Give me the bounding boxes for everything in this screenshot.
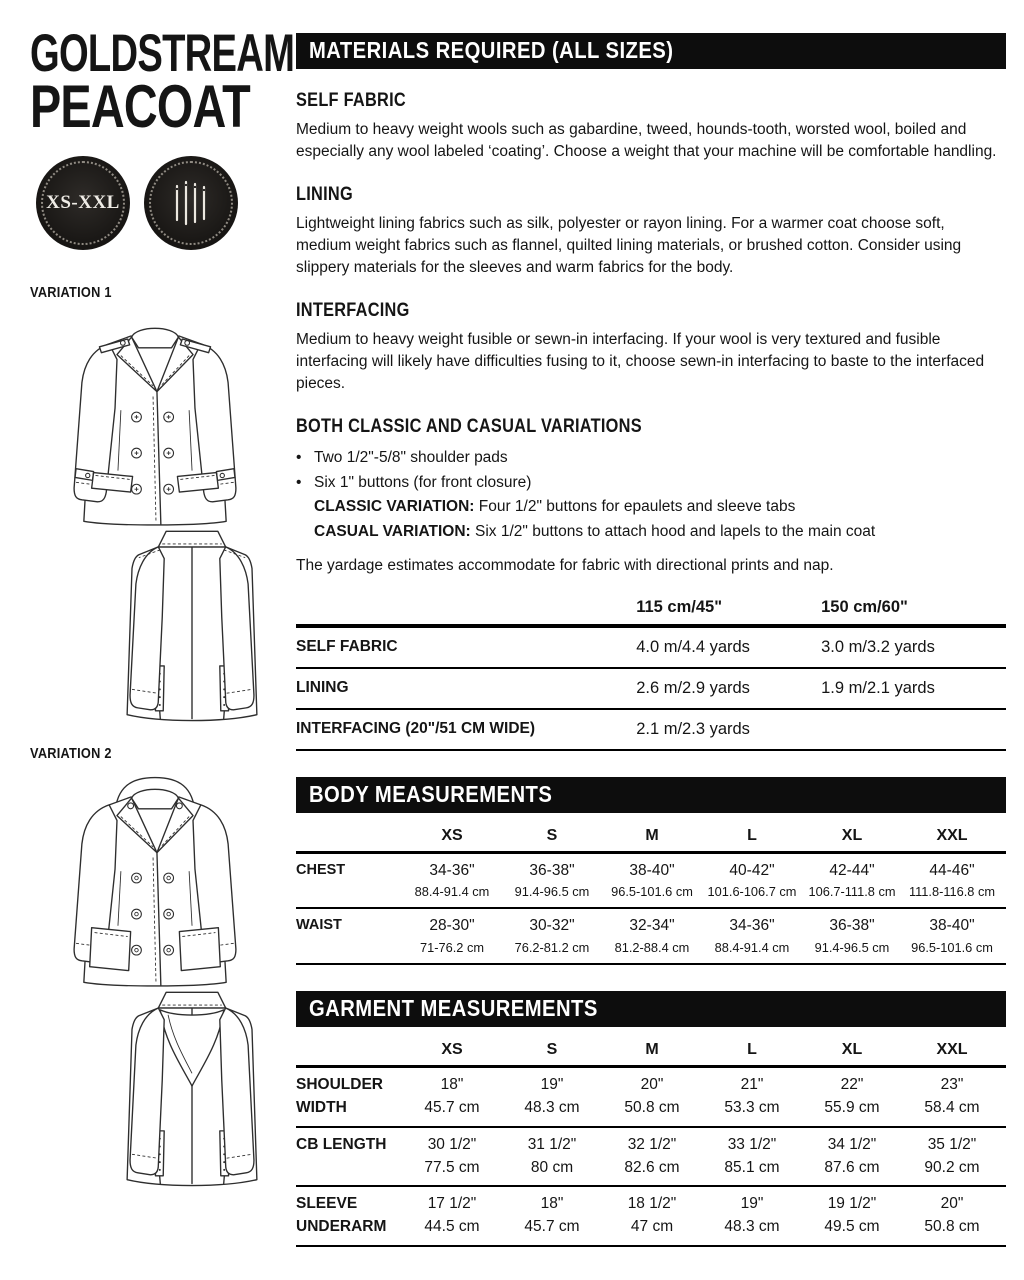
cell <box>602 914 702 956</box>
cell <box>602 859 702 901</box>
size-col-header: XS <box>441 827 463 845</box>
cm-value: 50.8 cm <box>624 1099 680 1117</box>
garment-sizes-header-row <box>296 1035 1006 1068</box>
inches-value: 30-32" <box>529 917 575 935</box>
inches-value: 38-40" <box>929 917 975 935</box>
yardage-value: 4.0 m/4.4 yards <box>636 637 750 656</box>
inches-value: 34-36" <box>729 917 775 935</box>
cell <box>602 1073 702 1120</box>
cell <box>402 1073 502 1120</box>
cm-value: 80 cm <box>530 1158 574 1176</box>
inches-value: 21" <box>740 1076 764 1094</box>
inches-value: 44-46" <box>929 862 975 880</box>
cm-value: 49.5 cm <box>824 1218 880 1236</box>
cell <box>902 1133 1002 1180</box>
cm-value: 81.2-88.4 cm <box>614 939 690 955</box>
size-range-badge <box>36 156 130 250</box>
cm-value: 91.4-96.5 cm <box>514 884 590 900</box>
width-150-header: 150 cm/60" <box>821 597 908 616</box>
casual-variation-text: Six 1/2" buttons to attach hood and lapels to the main coat <box>470 522 876 540</box>
cm-value: 55.9 cm <box>824 1099 880 1117</box>
cell <box>502 859 602 901</box>
width-115-header: 115 cm/45" <box>636 597 723 616</box>
casual-variation-line <box>296 520 1006 544</box>
cm-value: 106.7-111.8 cm <box>808 884 896 900</box>
yardage-header-row <box>296 591 1006 628</box>
interfacing-heading: INTERFACING <box>296 300 410 322</box>
yardage-table <box>296 591 1006 751</box>
cm-value: 77.5 cm <box>424 1158 480 1176</box>
title-line-1: GOLDSTREAM <box>30 24 295 83</box>
cm-value: 96.5-101.6 cm <box>611 884 693 900</box>
row-label <box>296 1133 402 1180</box>
inches-value: 30 1/2" <box>427 1135 477 1153</box>
inches-value: 42-44" <box>829 862 875 880</box>
classic-variation-line <box>296 495 1006 519</box>
cm-value: 44.5 cm <box>424 1218 480 1236</box>
yardage-row-lining <box>296 669 1006 710</box>
inches-value: 17 1/2" <box>427 1195 477 1213</box>
cell <box>502 1192 602 1239</box>
yardage-value: 2.1 m/2.3 yards <box>636 719 750 738</box>
lining-paragraph: Lightweight lining fabrics such as silk, polyester or rayon lining. For a warmer coat choose soft, medium weight fabrics such as flannel, quilted lining materials, or brushed cotton. Consider using slippery materials for the sleeves and warm fabrics for the body. <box>296 215 962 277</box>
row-label: WAIST <box>296 917 342 934</box>
needles-icon <box>161 173 221 233</box>
cm-value: 45.7 cm <box>424 1099 480 1117</box>
size-col-header: XXL <box>936 827 968 845</box>
cm-value: 76.2-81.2 cm <box>514 939 590 955</box>
cell <box>402 859 502 901</box>
inches-value: 18 1/2" <box>627 1195 677 1213</box>
cell <box>802 914 902 956</box>
cm-value: 71-76.2 cm <box>419 939 485 955</box>
inches-value: 38-40" <box>629 862 675 880</box>
coat-front-variation2-illustration <box>30 762 280 994</box>
cell <box>902 914 1002 956</box>
right-column <box>296 33 1006 1247</box>
size-range-label: XS-XXL <box>46 191 120 213</box>
inches-value: 23" <box>940 1076 964 1094</box>
inches-value: 18" <box>540 1195 564 1213</box>
bullet-dot: • <box>296 473 302 491</box>
notions-list <box>296 446 1006 544</box>
cm-value: 88.4-91.4 cm <box>714 939 790 955</box>
bullet-shoulder-pads <box>296 446 1006 470</box>
cell <box>702 1192 802 1239</box>
cm-value: 48.3 cm <box>724 1218 780 1236</box>
classic-variation-text: Four 1/2" buttons for epaulets and sleeve tabs <box>474 498 796 516</box>
size-col-header: S <box>546 1041 558 1059</box>
bullet-front-buttons <box>296 471 1006 495</box>
row-label <box>296 1073 402 1120</box>
inches-value: 20" <box>940 1195 964 1213</box>
measurement-row-shoulder-width <box>296 1068 1006 1128</box>
yardage-row-interfacing <box>296 710 1006 751</box>
garment-measurements-table <box>296 1035 1006 1247</box>
cell <box>402 1192 502 1239</box>
row-label-line2: UNDERARM <box>296 1218 387 1236</box>
cell <box>702 859 802 901</box>
cell <box>902 1192 1002 1239</box>
inches-value: 32-34" <box>629 917 675 935</box>
cell <box>502 914 602 956</box>
coat-back-variation2-illustration <box>92 980 292 1192</box>
inches-value: 18" <box>440 1076 464 1094</box>
cm-value: 87.6 cm <box>824 1158 880 1176</box>
cell <box>502 1073 602 1120</box>
inches-value: 40-42" <box>729 862 775 880</box>
row-label: LINING <box>296 679 349 697</box>
size-col-header: XL <box>841 1041 863 1059</box>
materials-required-header-bar: MATERIALS REQUIRED (ALL SIZES) <box>296 33 1006 69</box>
bullet-text: Six 1" buttons (for front closure) <box>314 473 532 491</box>
needles-badge <box>144 156 238 250</box>
inches-value: 20" <box>640 1076 664 1094</box>
cell <box>902 859 1002 901</box>
yardage-value: 3.0 m/3.2 yards <box>821 637 935 656</box>
inches-value: 32 1/2" <box>627 1135 677 1153</box>
yardage-value: 1.9 m/2.1 yards <box>821 678 935 697</box>
cell <box>802 1073 902 1120</box>
cell <box>702 1073 802 1120</box>
row-label-line2: WIDTH <box>296 1099 347 1117</box>
cm-value: 53.3 cm <box>724 1099 780 1117</box>
variation-2-label: VARIATION 2 <box>30 744 112 762</box>
cm-value: 82.6 cm <box>624 1158 680 1176</box>
measurement-row-cb-length <box>296 1128 1006 1188</box>
inches-value: 22" <box>840 1076 864 1094</box>
size-col-header: S <box>546 827 558 845</box>
size-col-header: XL <box>841 827 863 845</box>
cm-value: 88.4-91.4 cm <box>414 884 490 900</box>
bullet-text: Two 1/2"-5/8" shoulder pads <box>314 449 508 467</box>
inches-value: 35 1/2" <box>927 1135 977 1153</box>
cm-value: 90.2 cm <box>924 1158 980 1176</box>
interfacing-paragraph: Medium to heavy weight fusible or sewn-in interfacing. If your wool is very textured and fusible interfacing will likely have difficulties fusing to it, choose sewn-in interfacing to baste to the interfaced pieces. <box>296 331 985 393</box>
size-col-header: L <box>747 827 757 845</box>
left-column <box>30 24 295 1192</box>
cm-value: 47 cm <box>630 1218 674 1236</box>
classic-variation-label: CLASSIC VARIATION: <box>314 498 475 516</box>
inches-value: 19 1/2" <box>827 1195 877 1213</box>
cm-value: 91.4-96.5 cm <box>814 939 890 955</box>
inches-value: 31 1/2" <box>527 1135 577 1153</box>
cell <box>502 1133 602 1180</box>
cm-value: 45.7 cm <box>524 1218 580 1236</box>
cm-value: 50.8 cm <box>924 1218 980 1236</box>
row-label: CHEST <box>296 862 346 879</box>
row-label <box>296 1192 402 1239</box>
badge-row <box>36 156 292 250</box>
inches-value: 34 1/2" <box>827 1135 877 1153</box>
self-fabric-paragraph: Medium to heavy weight wools such as gabardine, tweed, hounds-tooth, worsted wool, boiled and especially any wool labeled ‘coating’. Choose a weight that your machine will be comfortable handling. <box>296 121 997 161</box>
coat-back-variation1-illustration <box>92 519 292 727</box>
body-measurements-table <box>296 821 1006 965</box>
body-measurements-header-bar: BODY MEASUREMENTS <box>296 777 1006 813</box>
cell <box>902 1073 1002 1120</box>
self-fabric-heading: SELF FABRIC <box>296 90 406 112</box>
cm-value: 85.1 cm <box>724 1158 780 1176</box>
cm-value: 48.3 cm <box>524 1099 580 1117</box>
inches-value: 34-36" <box>429 862 475 880</box>
garment-measurements-header-bar: GARMENT MEASUREMENTS <box>296 991 1006 1027</box>
row-label-line1: SHOULDER <box>296 1076 383 1094</box>
yardage-value: 2.6 m/2.9 yards <box>636 678 750 697</box>
lining-heading: LINING <box>296 184 353 206</box>
inches-value: 28-30" <box>429 917 475 935</box>
yardage-row-self-fabric <box>296 628 1006 669</box>
variation-1-label: VARIATION 1 <box>30 283 112 301</box>
size-col-header: M <box>645 827 659 845</box>
inches-value: 36-38" <box>529 862 575 880</box>
casual-variation-label: CASUAL VARIATION: <box>314 522 471 540</box>
cell <box>402 914 502 956</box>
cell <box>702 1133 802 1180</box>
cell <box>602 1133 702 1180</box>
row-label: SELF FABRIC <box>296 638 398 656</box>
coat-front-variation1-illustration <box>30 301 280 533</box>
cell <box>802 1192 902 1239</box>
cm-value: 101.6-106.7 cm <box>707 884 797 900</box>
cell <box>402 1133 502 1180</box>
inches-value: 33 1/2" <box>727 1135 777 1153</box>
bullet-dot: • <box>296 449 302 467</box>
cm-value: 111.8-116.8 cm <box>908 884 996 900</box>
size-col-header: L <box>747 1041 757 1059</box>
size-col-header: XXL <box>936 1041 968 1059</box>
cell <box>802 1133 902 1180</box>
inches-value: 19" <box>740 1195 764 1213</box>
body-sizes-header-row <box>296 821 1006 854</box>
cell <box>802 859 902 901</box>
inches-value: 36-38" <box>829 917 875 935</box>
variations-heading: BOTH CLASSIC AND CASUAL VARIATIONS <box>296 416 642 438</box>
size-col-header: XS <box>441 1041 463 1059</box>
cell <box>602 1192 702 1239</box>
row-label-line1: CB LENGTH <box>296 1135 387 1153</box>
inches-value: 19" <box>540 1076 564 1094</box>
title-line-2: PEACOAT <box>30 72 250 140</box>
measurement-row-chest <box>296 854 1006 909</box>
measurement-row-waist <box>296 909 1006 964</box>
measurement-row-sleeve-underarm <box>296 1187 1006 1247</box>
cm-value: 58.4 cm <box>924 1099 980 1117</box>
row-label-line1: SLEEVE <box>296 1195 358 1213</box>
size-col-header: M <box>645 1041 659 1059</box>
page-title <box>30 24 295 140</box>
row-label: INTERFACING (20"/51 CM WIDE) <box>296 720 536 738</box>
yardage-note: The yardage estimates accommodate for fabric with directional prints and nap. <box>296 557 834 575</box>
cell <box>702 914 802 956</box>
cm-value: 96.5-101.6 cm <box>911 939 993 955</box>
